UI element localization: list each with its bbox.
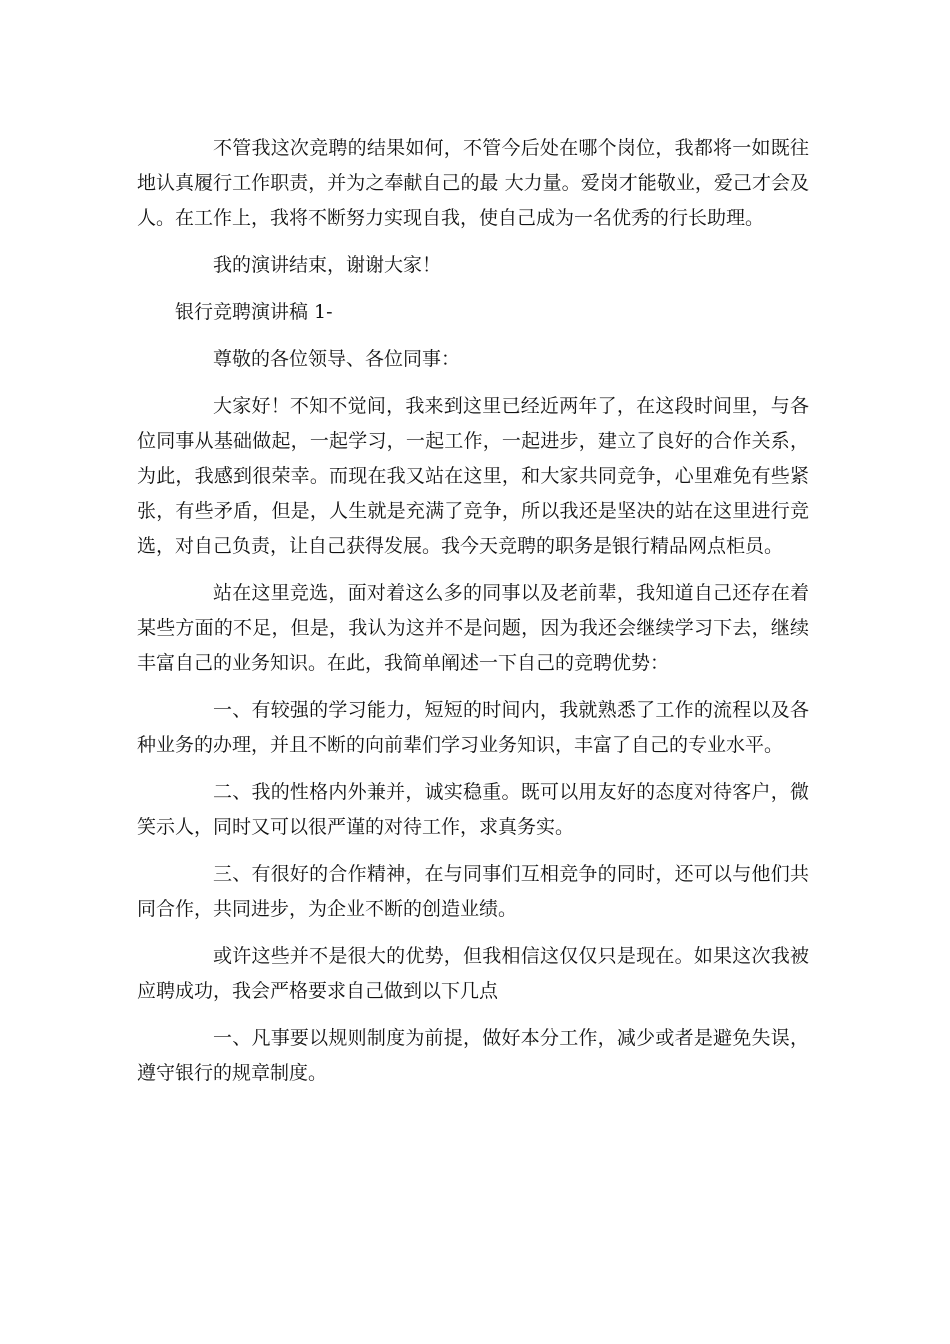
paragraph-intro: 大家好！不知不觉间，我来到这里已经近两年了，在这段时间里，与各位同事从基础做起，一起学习，一起工作，一起进步，建立了良好的合作关系，为此，我感到很荣幸。而现在我又站在这里，和大家共同竞争，心里难免有些紧张，有些矛盾，但是，人生就是充满了竞争，所以我还是坚决的站在这里进行竞选，对自己负责，让自己获得发展。我今天竞聘的职务是银行精品网点柜员。 — [137, 395, 809, 557]
paragraph-commitment: 或许这些并不是很大的优势，但我相信这仅仅只是现在。如果这次我被应聘成功，我会严格要求自己做到以下几点 — [137, 945, 809, 1002]
paragraph-closing: 我的演讲结束，谢谢大家！ — [213, 254, 442, 276]
section-title: 银行竞聘演讲稿 1- — [175, 301, 333, 323]
paragraph-advantage-3: 三、有很好的合作精神，在与同事们互相竞争的同时，还可以与他们共同合作，共同进步，为企业不断的创造业绩。 — [137, 863, 809, 920]
paragraph-commitment-1: 一、凡事要以规则制度为前提，做好本分工作，减少或者是避免失误，遵守银行的规章制度。 — [137, 1027, 809, 1084]
paragraph-self-assessment: 站在这里竞选，面对着这么多的同事以及老前辈，我知道自己还存在着某些方面的不足，但是，我认为这并不是问题，因为我还会继续学习下去，继续丰富自己的业务知识。在此，我简单阐述一下自己的竞聘优势： — [137, 582, 809, 674]
paragraph-advantage-1: 一、有较强的学习能力，短短的时间内，我就熟悉了工作的流程以及各种业务的办理，并且不断的向前辈们学习业务知识，丰富了自己的专业水平。 — [137, 699, 809, 756]
paragraph-conclusion: 不管我这次竞聘的结果如何，不管今后处在哪个岗位，我都将一如既往地认真履行工作职责，并为之奉献自己的最 大力量。爱岗才能敬业，爱己才会及人。在工作上，我将不断努力实现自我，使自己成为一名优秀的行长助理。 — [137, 137, 809, 229]
paragraph-salutation: 尊敬的各位领导、各位同事： — [213, 348, 461, 370]
document-body — [137, 131, 809, 1091]
paragraph-advantage-2: 二、我的性格内外兼并，诚实稳重。既可以用友好的态度对待客户，微笑示人，同时又可以很严谨的对待工作，求真务实。 — [137, 781, 809, 838]
